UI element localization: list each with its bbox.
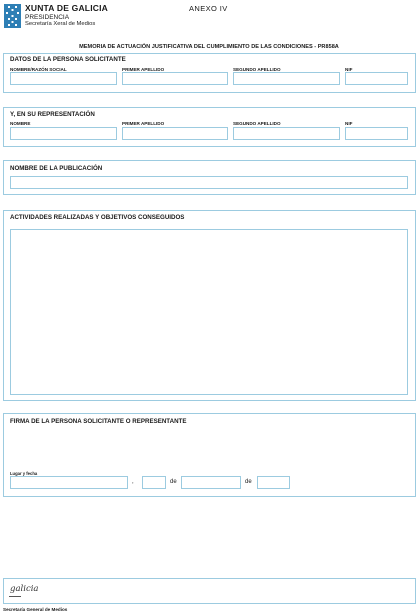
representative-nif-field[interactable]: [345, 127, 408, 140]
place-field[interactable]: [10, 476, 128, 489]
department-name: PRESIDENCIA: [25, 14, 70, 21]
applicant-nif-field[interactable]: [345, 72, 408, 85]
month-field[interactable]: [181, 476, 241, 489]
applicant-name-label: NOMBRE/RAZÓN SOCIAL: [10, 67, 67, 72]
activities-section-title: ACTIVIDADES REALIZADAS Y OBJETIVOS CONSEGUIDOS: [10, 214, 185, 221]
applicant-second-surname-label: SEGUNDO APELLIDO: [233, 67, 281, 72]
galicia-logo: galicia: [10, 584, 39, 594]
year-field[interactable]: [257, 476, 290, 489]
representative-first-surname-label: PRIMER APELLIDO: [122, 121, 165, 126]
footer-box: [3, 578, 416, 604]
representative-second-surname-label: SEGUNDO APELLIDO: [233, 121, 281, 126]
day-field[interactable]: [142, 476, 166, 489]
annex-label: ANEXO IV: [189, 4, 228, 13]
representative-name-field[interactable]: [10, 127, 117, 140]
de-separator-2: de: [245, 479, 252, 485]
org-name: XUNTA DE GALICIA: [25, 3, 109, 13]
document-title: MEMORIA DE ACTUACIÓN JUSTIFICATIVA DEL CUMPLIMIENTO DE LAS CONDICIONES - PR858A: [79, 44, 339, 50]
galicia-logo-underline: [9, 596, 21, 597]
place-date-label: Lugar y fecha: [10, 471, 38, 476]
de-separator-1: de: [170, 479, 177, 485]
representative-second-surname-field[interactable]: [233, 127, 340, 140]
sub-department-name: Secretaría Xeral de Medios: [25, 21, 96, 27]
signature-section-title: FIRMA DE LA PERSONA SOLICITANTE O REPRESENTANTE: [10, 418, 187, 425]
applicant-first-surname-label: PRIMER APELLIDO: [122, 67, 165, 72]
representative-name-label: NOMBRE: [10, 121, 31, 126]
applicant-name-field[interactable]: [10, 72, 117, 85]
applicant-section-title: DATOS DE LA PERSONA SOLICITANTE: [10, 56, 126, 63]
xunta-logo-icon: [4, 4, 21, 28]
applicant-first-surname-field[interactable]: [122, 72, 228, 85]
publication-section-title: NOMBRE DE LA PUBLICACIÓN: [10, 165, 103, 172]
publication-name-field[interactable]: [10, 176, 408, 189]
representative-first-surname-field[interactable]: [122, 127, 228, 140]
representative-nif-label: NIF: [345, 121, 353, 126]
footer-text: Secretaría General de Medios: [3, 607, 68, 612]
comma-separator: ,: [132, 479, 134, 485]
applicant-nif-label: NIF: [345, 67, 353, 72]
activities-textarea[interactable]: [10, 229, 408, 395]
representative-section-title: Y, EN SU REPRESENTACIÓN: [10, 111, 95, 118]
applicant-second-surname-field[interactable]: [233, 72, 340, 85]
